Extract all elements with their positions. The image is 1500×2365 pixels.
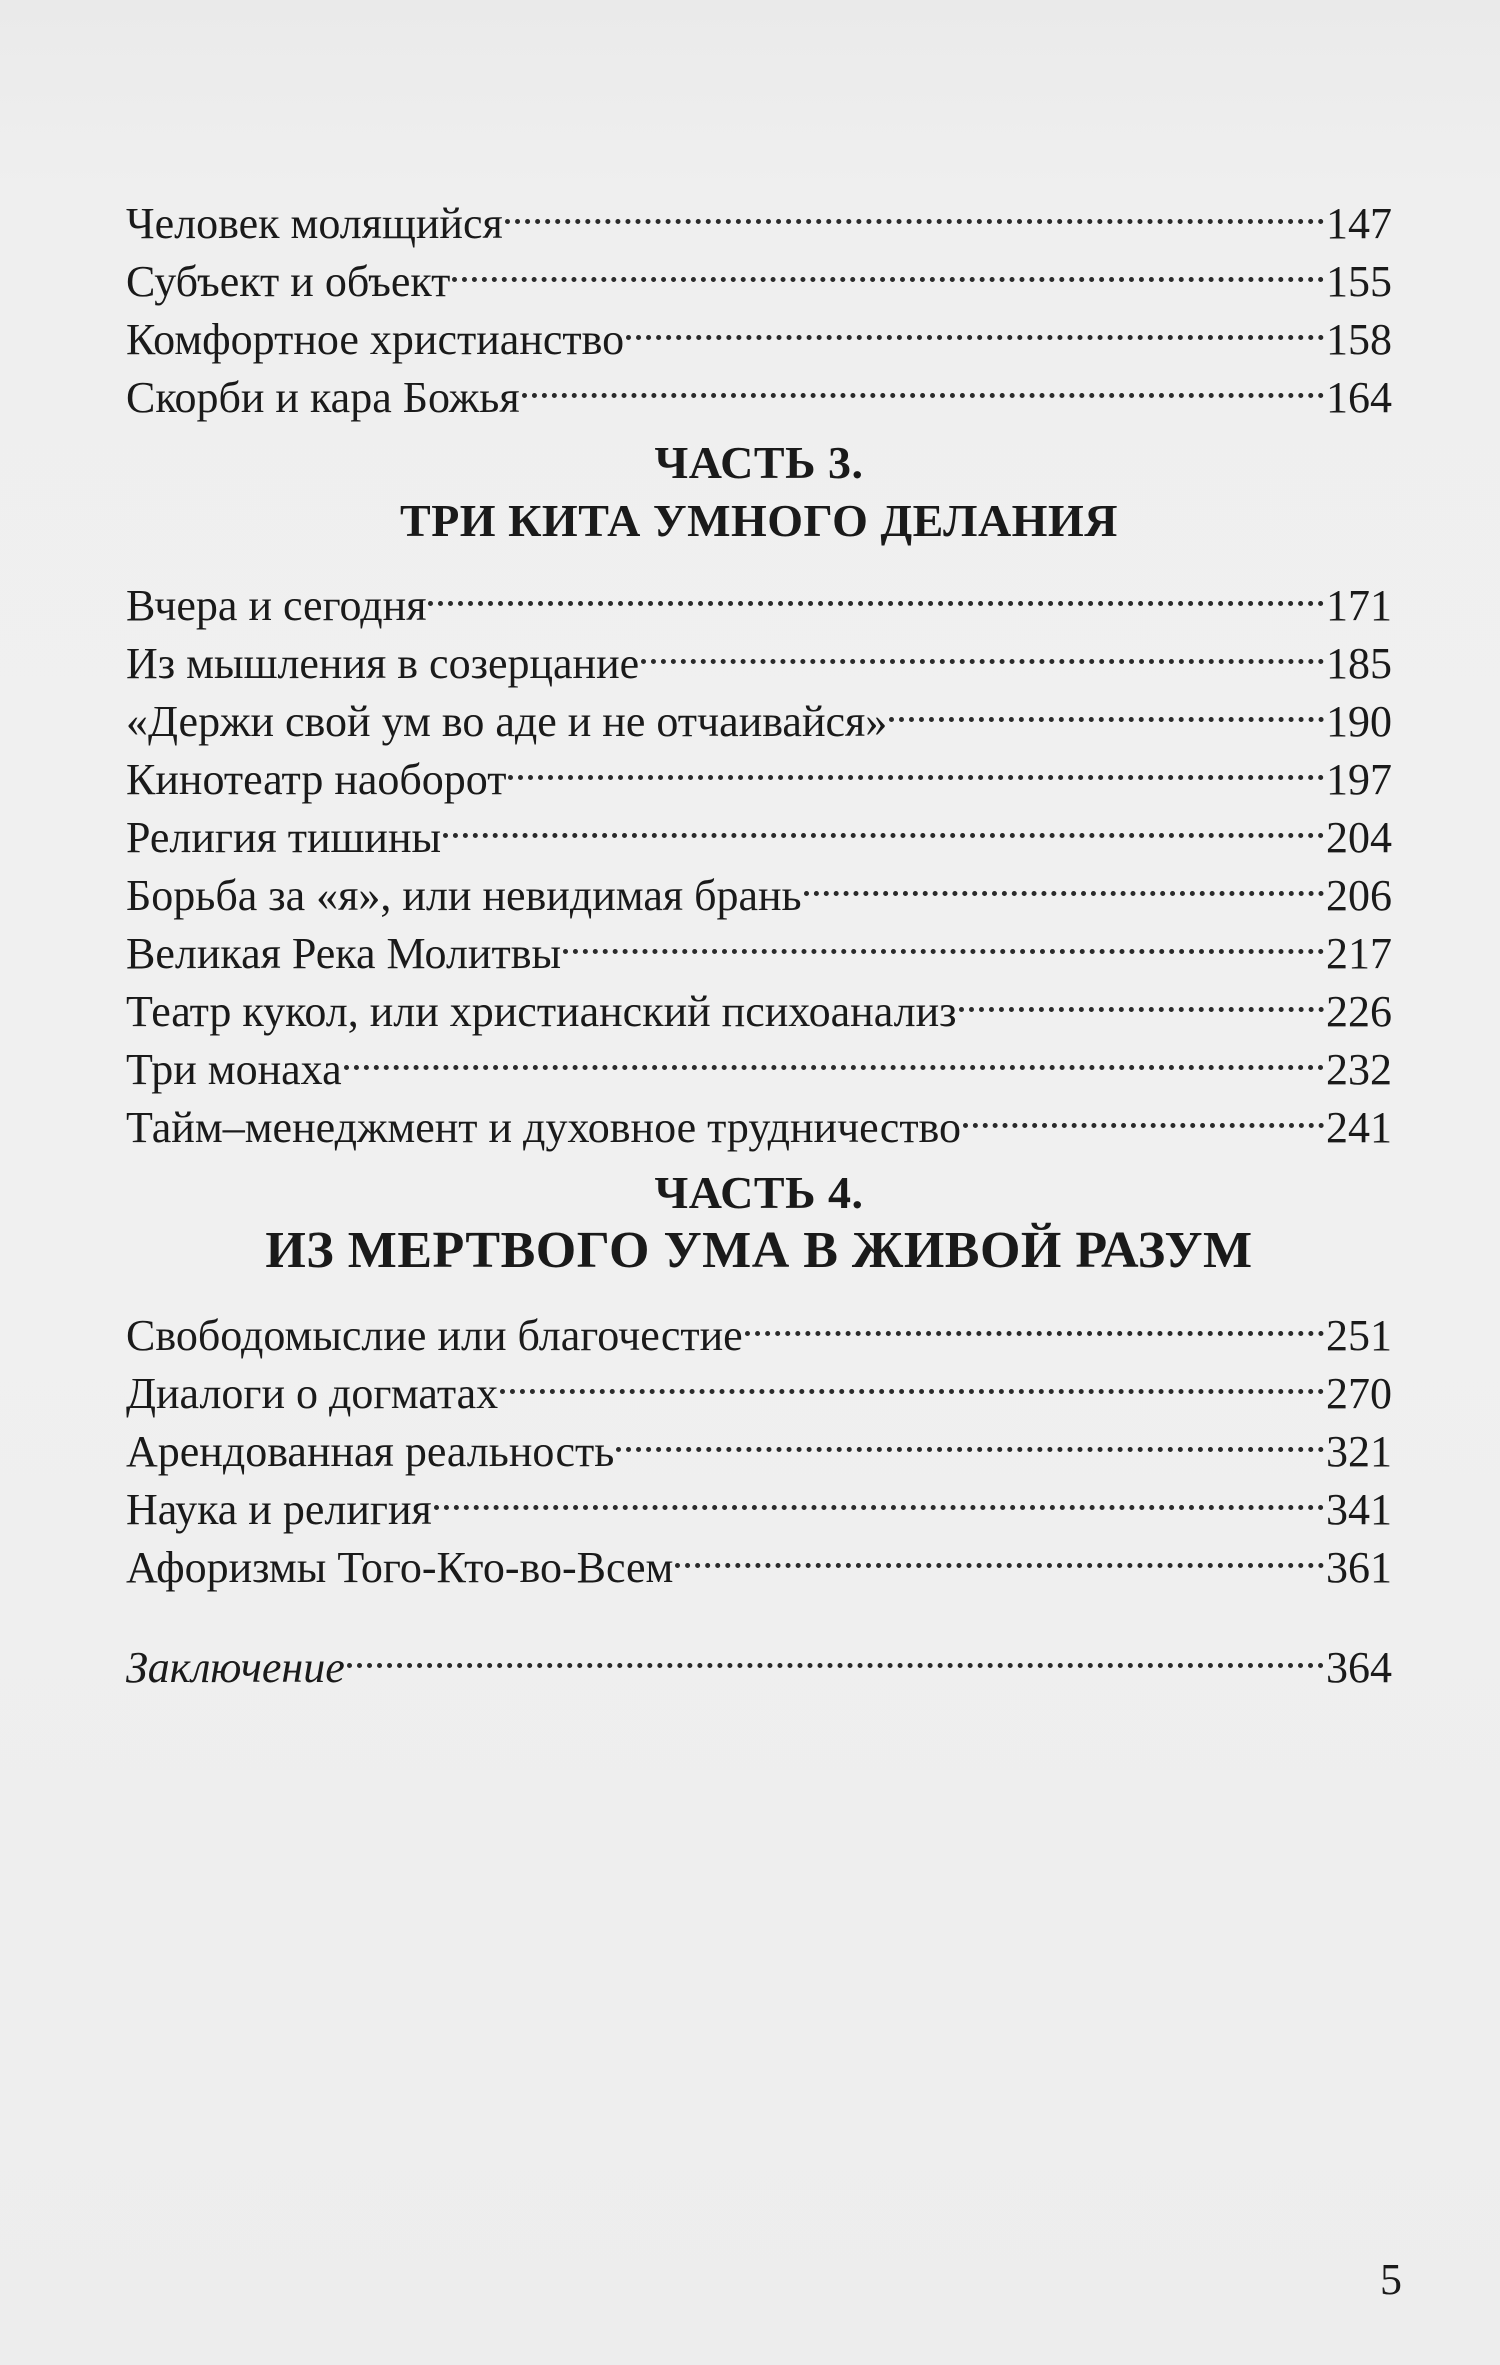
page-number: 5 <box>1380 2255 1402 2304</box>
toc-entry-page: 204 <box>1326 813 1392 862</box>
toc-entry-title: Скорби и кара Божья <box>126 373 520 422</box>
dot-leader <box>347 1624 1324 1682</box>
dot-leader <box>745 1292 1324 1350</box>
toc-entry-title: Вчера и сегодня <box>126 581 427 630</box>
toc-entry <box>126 562 1392 630</box>
toc-entry-page: 341 <box>1326 1485 1392 1534</box>
toc-entry-title: Свободомыслие или благочестие <box>126 1311 743 1360</box>
toc-entry-title: Субъект и объект <box>126 257 451 306</box>
toc-entry-page: 171 <box>1326 581 1392 630</box>
toc-entry-page: 364 <box>1326 1643 1392 1692</box>
toc-entry-page: 270 <box>1326 1369 1392 1418</box>
table-of-contents <box>126 180 1392 1692</box>
toc-entry-title: Религия тишины <box>126 813 442 862</box>
toc-entry-title: Из мышления в созерцание <box>126 639 640 688</box>
toc-entry-page: 164 <box>1326 373 1392 422</box>
toc-entry-title: Три монаха <box>126 1045 342 1094</box>
dot-leader <box>963 1084 1324 1142</box>
toc-entry-title: Афоризмы Того-Кто-во-Всем <box>126 1543 674 1592</box>
toc-entry-title: Человек молящийся <box>126 199 503 248</box>
toc-entry-page: 155 <box>1326 257 1392 306</box>
part-label: ЧАСТЬ 3. <box>654 437 864 488</box>
toc-entry-title: Арендованная реальность <box>126 1427 615 1476</box>
dot-leader <box>959 968 1325 1026</box>
toc-entry-page: 206 <box>1326 871 1392 920</box>
toc-entry-title: Заключение <box>126 1643 345 1692</box>
toc-entry <box>126 1292 1392 1360</box>
dot-leader <box>804 852 1324 910</box>
toc-entry-page: 226 <box>1326 987 1392 1036</box>
dot-leader <box>508 736 1324 794</box>
toc-entry-title: «Держи свой ум во аде и не отчаивайся» <box>126 697 888 746</box>
part-title: ТРИ КИТА УМНОГО ДЕЛАНИЯ <box>400 495 1118 546</box>
dot-leader <box>675 1524 1324 1582</box>
dot-leader <box>889 678 1324 736</box>
toc-entry-page: 361 <box>1326 1543 1392 1592</box>
dot-leader <box>563 910 1324 968</box>
toc-entry-page: 241 <box>1326 1103 1392 1152</box>
dot-leader <box>616 1408 1324 1466</box>
dot-leader <box>626 296 1324 354</box>
dot-leader <box>443 794 1324 852</box>
toc-entry-title: Кинотеатр наоборот <box>126 755 507 804</box>
toc-entry-title: Великая Река Молитвы <box>126 929 562 978</box>
dot-leader <box>522 354 1324 412</box>
toc-entry-title: Комфортное христианство <box>126 315 625 364</box>
toc-entry-title: Тайм–менеджмент и духовное трудничество <box>126 1103 962 1152</box>
part-title: ИЗ МЕРТВОГО УМА В ЖИВОЙ РАЗУМ <box>265 1222 1253 1279</box>
toc-entry-page: 185 <box>1326 639 1392 688</box>
toc-entry-title: Театр кукол, или христианский психоанализ <box>126 987 957 1036</box>
toc-entry-page: 158 <box>1326 315 1392 364</box>
dot-leader <box>500 1350 1324 1408</box>
toc-entry-page: 197 <box>1326 755 1392 804</box>
dot-leader <box>505 180 1324 238</box>
toc-entry-page: 232 <box>1326 1045 1392 1094</box>
dot-leader <box>641 620 1324 678</box>
dot-leader <box>344 1026 1324 1084</box>
toc-entry-title: Борьба за «я», или невидимая брань <box>126 871 802 920</box>
toc-entry-title: Наука и религия <box>126 1485 432 1534</box>
toc-entry-page: 321 <box>1326 1427 1392 1476</box>
toc-entry-page: 217 <box>1326 929 1392 978</box>
toc-entry-title: Диалоги о догматах <box>126 1369 499 1418</box>
dot-leader <box>428 562 1324 620</box>
dot-leader <box>434 1466 1324 1524</box>
toc-entry-page: 190 <box>1326 697 1392 746</box>
toc-entry-conclusion <box>126 1624 1392 1692</box>
toc-entry-page: 251 <box>1326 1311 1392 1360</box>
dot-leader <box>452 238 1324 296</box>
part-heading-block <box>126 434 1392 550</box>
part-heading-block <box>126 1164 1392 1280</box>
part-label: ЧАСТЬ 4. <box>654 1167 864 1218</box>
toc-entry <box>126 180 1392 248</box>
toc-entry-page: 147 <box>1326 199 1392 248</box>
